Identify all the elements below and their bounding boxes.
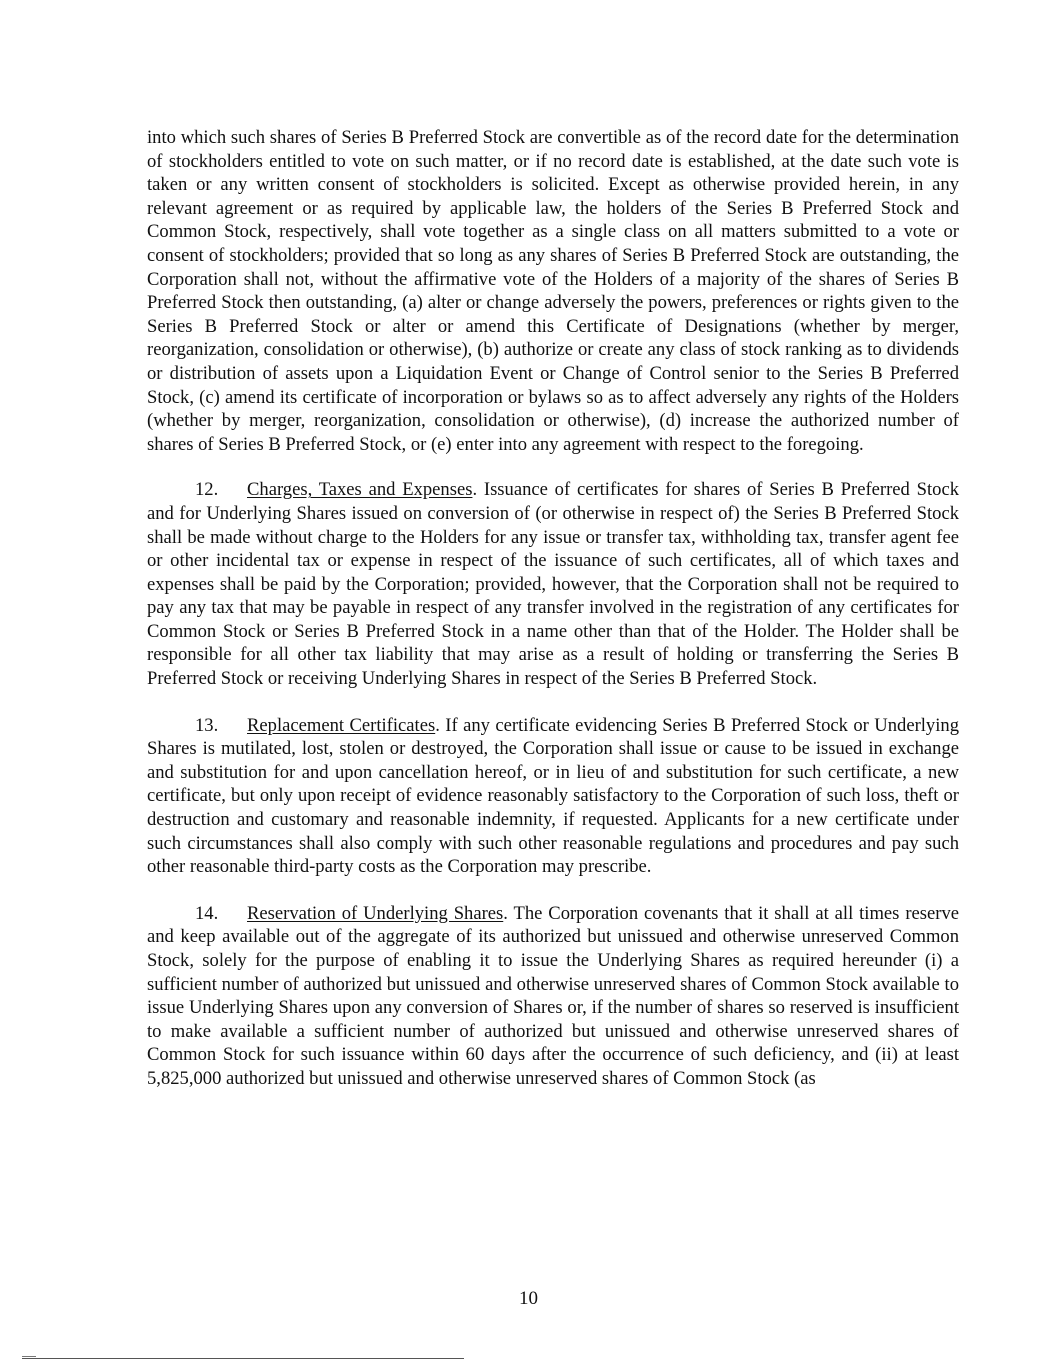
section-body: . If any certificate evidencing Series B Preferred Stock or Underlying Shares is mutilated, lost, stolen or destroyed, the Corporation shall issue or cause to be issued in exchange and substitution for and upon cancellation hereof, or in lieu of and substitution for such certificate, a new certificate, but only upon receipt of evidence reasonably satisfactory to the Corporation of such loss, theft or destruction and customary and reasonable indemnity, if requested. Applicants for a new certificate under such circumstances shall also comply with such other reasonable regulations and procedures and pay such other reasonable third-party costs as the Corporation may prescribe. xyxy=(147,714,959,878)
section-heading: Charges, Taxes and Expenses xyxy=(247,479,473,501)
section-heading: Replacement Certificates xyxy=(247,714,436,736)
section-number: 14. xyxy=(195,902,219,924)
continuation-paragraph: into which such shares of Series B Preferred Stock are convertible as of the record date for the determination of stockholders entitled to vote on such matter, or if no record date is established, at the date such vote is taken or any written consent of stockholders is solicited. Except as otherwise provided herein, in any relevant agreement or as required by applicable law, the holders of the Series B Preferred Stock and Common Stock, respectively, shall vote together as a single class on all matters submitted to a vote or consent of stockholders; provided that so long as any shares of Series B Preferred Stock are outstanding, the Corporation shall not, without the affirmative vote of the Holders of a majority of the shares of Series B Preferred Stock then outstanding, (a) alter or change adversely the powers, preferences or rights given to the Series B Preferred Stock or alter or amend this Certificate of Designations (whether by merger, reorganization, consolidation or otherwise), (b) authorize or create any class of stock ranking as to dividends or distribution of assets upon a Liquidation Event or Change of Control senior to the Series B Preferred Stock, (c) amend its certificate of incorporation or bylaws so as to affect adversely any rights of the Holders (whether by merger, reorganization, consolidation or otherwise), (d) increase the authorized number of shares of Series B Preferred Stock, or (e) enter into any agreement with respect to the foregoing. xyxy=(147,127,959,455)
section-12-paragraph xyxy=(147,478,959,690)
footer-mark xyxy=(22,1356,36,1357)
section-body: . Issuance of certificates for shares of Series B Preferred Stock and for Underlying Shares issued on conversion of (or otherwise in respect of) the Series B Preferred Stock shall be made without charge to the Holders for any issue or transfer tax, withholding tax, transfer agent fee or other incidental tax or expense in respect of the issuance of such certificates, all of which taxes and expenses shall be paid by the Corporation; provided, however, that the Corporation shall not be required to pay any tax that may be payable in respect of any transfer involved in the registration of any certificates for Common Stock or Series B Preferred Stock in a name other than that of the Holder. The Holder shall be responsible for all other tax liability that may arise as a result of holding or transferring the Series B Preferred Stock or receiving Underlying Shares in respect of the Series B Preferred Stock. xyxy=(147,479,959,690)
footer-rule xyxy=(22,1358,464,1359)
section-number: 13. xyxy=(195,714,219,736)
section-13-paragraph xyxy=(147,714,959,879)
page-number: 10 xyxy=(519,1288,538,1309)
section-number: 12. xyxy=(195,479,219,501)
section-14-paragraph xyxy=(147,902,959,1091)
document-page xyxy=(147,126,959,1114)
section-heading: Reservation of Underlying Shares xyxy=(247,902,504,924)
section-body: . The Corporation covenants that it shall at all times reserve and keep available out of the aggregate of its authorized but unissued and otherwise unreserved Common Stock, solely for the purpose of enabling it to issue the Underlying Shares as required hereunder (i) a sufficient number of authorized but unissued and otherwise unreserved shares of Common Stock available to issue Underlying Shares upon any conversion of Shares or, if the number of shares so reserved is insufficient to make available a sufficient number of authorized but unissued and otherwise unreserved shares of Common Stock for such issuance within 60 days after the occurrence of such deficiency, and (ii) at least 5,825,000 authorized but unissued and otherwise unreserved shares of Common Stock (as xyxy=(147,902,959,1089)
